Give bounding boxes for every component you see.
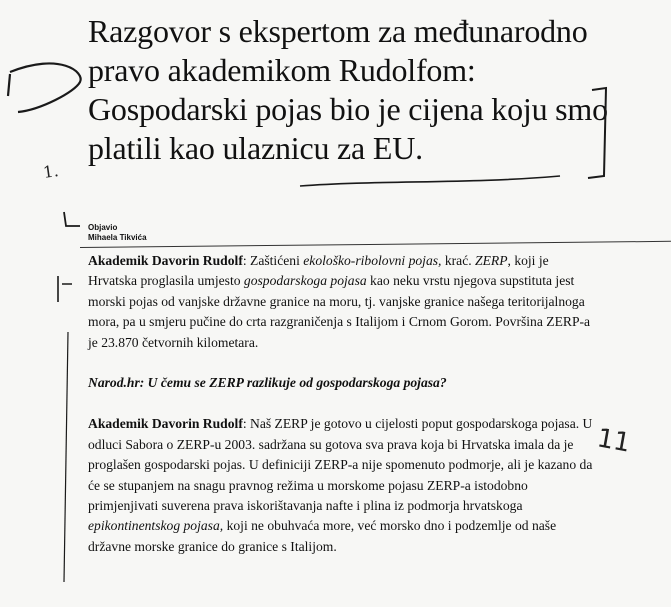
paragraph-2: Akademik Davorin Rudolf: Naš ZERP je gotovo u cijelosti poput gospodarskoga pojasa. U odluci Sabora o ZERP-u 2003. sadržana su gotova sva prava koja bi Hrvatska imala da je proglašen gospodarski pojas. U definiciji ZERP-a nije spomenuto podmorje, ali je kazano da će se stupanjem na snagu pravnog režima u morskome pojasu ZERP-a istodobno primjenjivati suverena prava iskorištavanja nafte i plina iz podmorja hrvatskoga epikontinentskog pojasa, koji ne obuhvaća more, već morsko dno i podzemlje od naše državne morske granice do granice s Italijom. <box>88 416 593 554</box>
pen-bracket-mark <box>8 63 81 112</box>
pen-margin-bracket <box>58 276 72 302</box>
byline <box>88 223 147 243</box>
pen-corner-mark <box>64 212 80 226</box>
interview-question: Narod.hr: U čemu se ZERP razlikuje od gospodarskoga pojasa? <box>88 375 447 391</box>
speaker-name: Akademik Davorin Rudolf <box>88 416 243 432</box>
right-margin-mark: 11 <box>594 423 633 459</box>
divider-rule <box>80 241 671 248</box>
pen-margin-line <box>64 332 68 582</box>
paragraph-1: Akademik Davorin Rudolf: Zaštićeni ekološko-ribolovni pojas, krać. ZERP, koji je Hrvatska proglasila umjesto gospodarskoga pojasa kao neku vrstu njegova supstituta jest morski pojas od vanjske državne granice na moru, tj. vanjske granice našega teritorijalnoga mora, pa u smjeru pučine do crta razgraničenja s Italijom i Crnom Gorom. Površina ZERP-a je 23.870 četvornih kilometara. <box>88 253 591 350</box>
margin-note-number: 1. <box>41 161 60 182</box>
pen-underline <box>300 176 560 186</box>
article-headline: Razgovor s ekspertom za međunarodno pravo akademikom Rudolfom: Gospodarski pojas bio je cijena koju smo platili kao ulaznicu za EU. <box>88 13 608 166</box>
byline-label: Objavio <box>88 223 118 232</box>
speaker-name: Akademik Davorin Rudolf <box>88 253 243 268</box>
byline-author: Mihaela Tikvića <box>88 233 147 242</box>
article-body <box>88 251 593 557</box>
